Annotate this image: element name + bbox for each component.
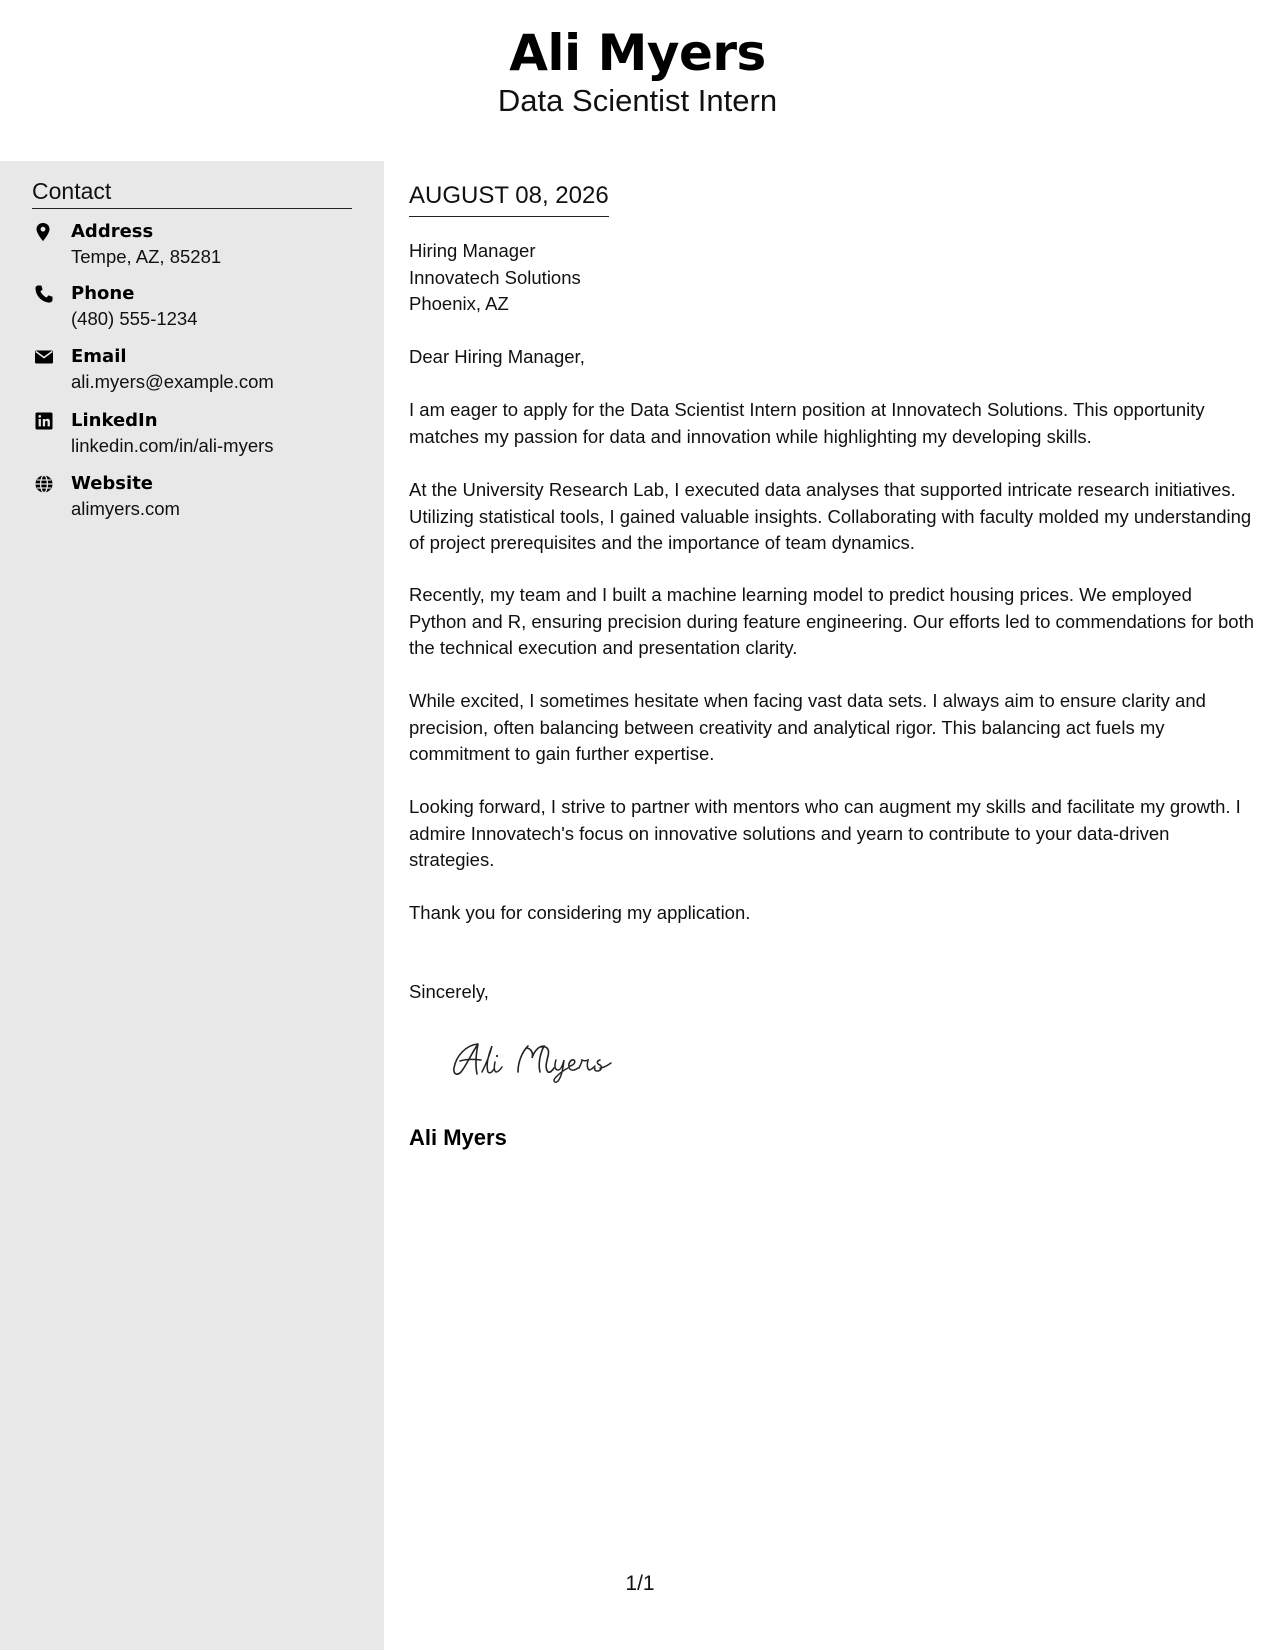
contact-value: Tempe, AZ, 85281 (71, 246, 222, 267)
letter-date: AUGUST 08, 2026 (409, 180, 609, 217)
recipient-line: Hiring Manager (409, 240, 536, 261)
letter-header (0, 0, 1275, 161)
map-pin-icon (34, 222, 54, 242)
contact-value: alimyers.com (71, 498, 180, 519)
contact-value: (480) 555-1234 (71, 308, 198, 329)
contact-item-address (32, 220, 362, 270)
page-number: 1/1 (625, 1572, 655, 1595)
linkedin-icon (34, 411, 54, 431)
body-paragraph: At the University Research Lab, I executed data analyses that supported intricate research initiatives. Utilizing statistical tools, I gained valuable insights. Collaborating with faculty molded my understanding of project prerequisites and the importance of team dynamics. (409, 479, 1252, 553)
globe-icon (34, 474, 54, 494)
contact-item-linkedin (32, 409, 362, 459)
contact-heading: Contact (32, 176, 352, 209)
contact-label: LinkedIn (71, 410, 158, 431)
thanks-line: Thank you for considering my application. (409, 902, 751, 923)
contact-label: Website (71, 473, 154, 494)
contact-item-phone (32, 282, 362, 332)
body-paragraph: Looking forward, I strive to partner with mentors who can augment my skills and facilitate my growth. I admire Innovatech's focus on innovative solutions and yearn to contribute to your data-driven strategies. (409, 796, 1241, 870)
phone-icon (34, 284, 54, 304)
body-paragraph: I am eager to apply for the Data Scientist Intern position at Innovatech Solutions. This opportunity matches my passion for data and innovation while highlighting my developing skills. (409, 399, 1205, 447)
contact-label: Phone (71, 283, 135, 304)
recipient-line: Innovatech Solutions (409, 266, 581, 288)
contact-label: Email (71, 346, 127, 367)
contact-item-website (32, 472, 362, 522)
recipient-line: Phoenix, AZ (409, 293, 509, 314)
applicant-name: Ali Myers (509, 24, 766, 82)
envelope-icon (34, 347, 54, 367)
contact-item-email (32, 345, 362, 395)
applicant-title: Data Scientist Intern (497, 83, 778, 118)
salutation: Dear Hiring Manager, (409, 346, 585, 367)
signer-name: Ali Myers (409, 1125, 507, 1150)
closing: Sincerely, (409, 981, 489, 1002)
contact-value: linkedin.com/in/ali-myers (71, 435, 274, 456)
recipient-block (409, 238, 581, 318)
signature (448, 1034, 688, 1084)
body-paragraph: While excited, I sometimes hesitate when facing vast data sets. I always aim to ensure clarity and precision, often balancing between creativity and analytical rigor. This balancing act fuels my commitment to gain further expertise. (409, 690, 1206, 764)
contact-value: ali.myers@example.com (71, 371, 274, 392)
body-paragraph: Recently, my team and I built a machine learning model to predict housing prices. We employed Python and R, ensuring precision during feature engineering. Our efforts led to commendations for both the technical execution and presentation clarity. (409, 584, 1254, 658)
contact-label: Address (71, 221, 154, 242)
